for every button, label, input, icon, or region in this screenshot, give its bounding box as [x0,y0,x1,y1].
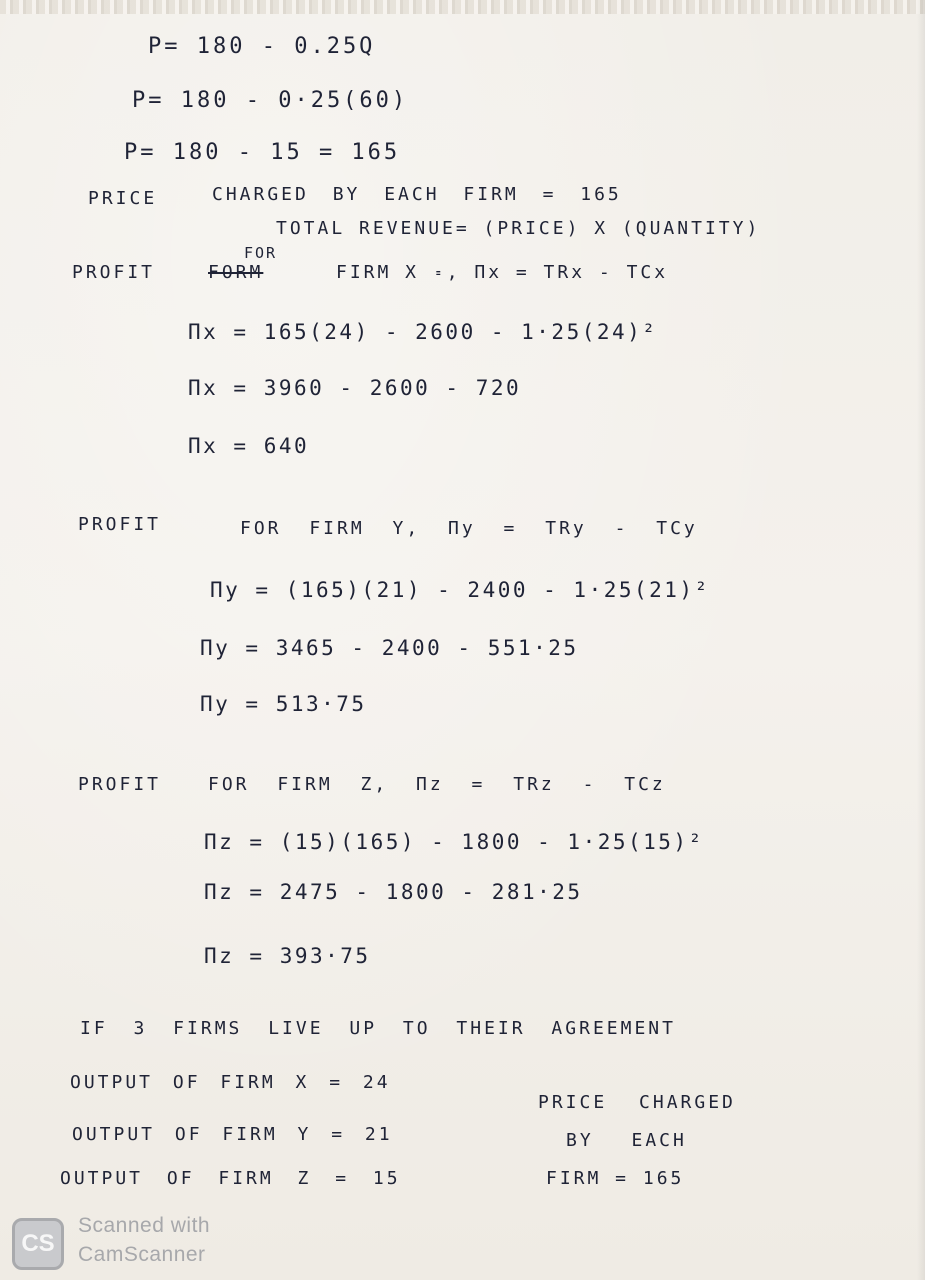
watermark-line1: Scanned with [78,1214,211,1237]
output-firm-z: OUTPUT OF FIRM Z = 15 [60,1168,401,1189]
for-correction: FOR [244,244,278,262]
watermark-line2: CamScanner [78,1243,206,1266]
price-charged-line2: BY EACH [566,1130,687,1151]
profit-z-step1: Πz = (15)(165) - 1800 - 1·25(15)² [204,830,704,854]
profit-z-step2: Πz = 2475 - 1800 - 281·25 [204,880,583,904]
profit-x-step1: Πx = 165(24) - 2600 - 1·25(24)² [188,320,658,344]
price-charged-line3: FIRM = 165 [546,1168,685,1189]
price-equation: P= 180 - 0.25Q [148,34,376,59]
paper-right-shadow [917,0,925,1280]
price-result: P= 180 - 15 = 165 [124,140,401,165]
profit-y-result: Πy = 513·75 [200,692,367,716]
struck-word: FORM [208,262,264,283]
price-substitution: P= 180 - 0·25(60) [132,88,409,113]
profit-z-label: PROFIT [78,774,162,795]
profit-x-result: Πx = 640 [188,434,310,458]
profit-x-step2: Πx = 3960 - 2600 - 720 [188,376,522,400]
output-firm-y: OUTPUT OF FIRM Y = 21 [72,1124,393,1145]
camscanner-watermark [12,1212,242,1272]
profit-z-formula: FOR FIRM Z, Πz = TRz - TCz [208,774,666,795]
price-label: PRICE [88,188,158,209]
paper-top-edge [0,0,925,14]
profit-y-step1: Πy = (165)(21) - 2400 - 1·25(21)² [210,578,710,602]
agreement-line: IF 3 FIRMS LIVE UP TO THEIR AGREEMENT [80,1018,676,1039]
total-revenue-line: TOTAL REVENUE= (PRICE) X (QUANTITY) [276,218,761,239]
profit-y-label: PROFIT [78,514,162,535]
profit-y-formula: FOR FIRM Y, Πy = TRy - TCy [240,518,698,539]
price-charged-line: CHARGED BY EACH FIRM = 165 [212,184,622,205]
profit-z-result: Πz = 393·75 [204,944,371,968]
profit-x-label: PROFIT [72,262,156,283]
output-firm-x: OUTPUT OF FIRM X = 24 [70,1072,391,1093]
camscanner-logo-icon: CS [12,1218,64,1270]
price-charged-line1: PRICE CHARGED [538,1092,736,1113]
profit-y-step2: Πy = 3465 - 2400 - 551·25 [200,636,579,660]
profit-x-formula: FIRM X ꞊, Πx = TRx - TCx [336,262,669,283]
